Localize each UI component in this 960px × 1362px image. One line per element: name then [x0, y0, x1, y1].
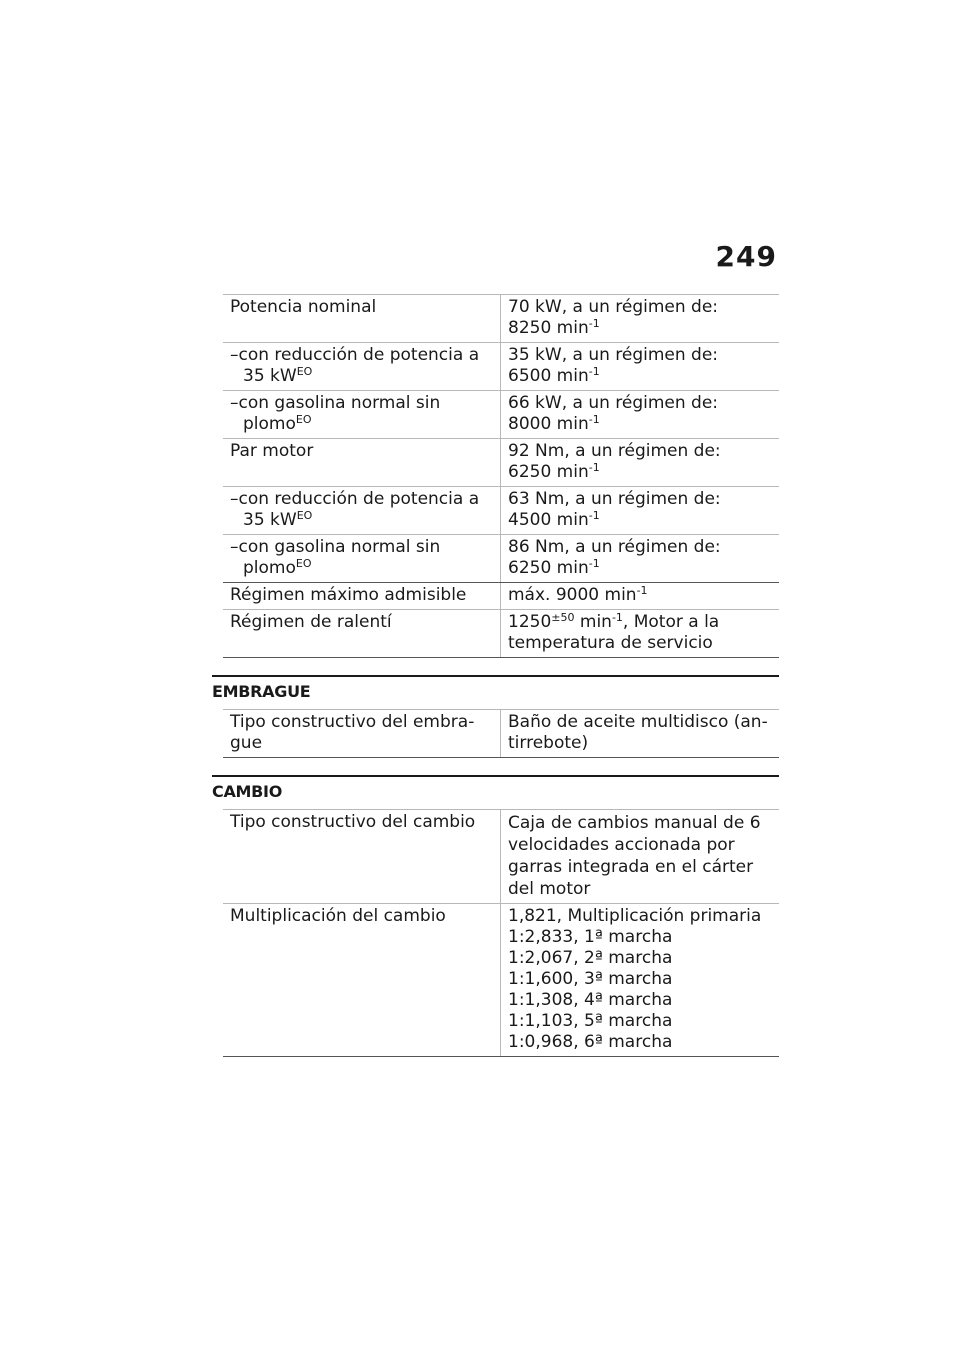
gear-ratio-line: 1:1,103, 5ª marcha	[508, 1011, 673, 1031]
engine-row-value: 86 Nm, a un régimen de: 6250 $\min^{-1}$	[501, 535, 780, 583]
gearbox-ratio-values	[501, 904, 780, 1057]
gearbox-section-title: CAMBIO	[212, 775, 779, 802]
gearbox-spec-table	[223, 809, 779, 1057]
table-row	[223, 295, 779, 343]
engine-row-label: –con gasolina normal sin plomo$^{EO}$	[223, 391, 501, 439]
table-row	[223, 810, 779, 904]
engine-row-label: Par motor	[223, 439, 501, 487]
clutch-type-label: Tipo constructivo del embrague	[223, 710, 501, 758]
table-row	[223, 583, 779, 610]
engine-spec-table	[223, 294, 779, 658]
engine-spec-body	[223, 295, 779, 583]
engine-row-value: 63 Nm, a un régimen de: 4500 $\min^{-1}$	[501, 487, 780, 535]
page-number: 249	[715, 240, 777, 273]
spec-content	[212, 294, 779, 1057]
engine-row-value: 70 kW, a un régimen de: 8250 $\min^{-1}$	[501, 295, 780, 343]
idle-speed-label: Régimen de ralentí	[223, 610, 501, 658]
gear-ratio-line: 1:0,968, 6ª marcha	[508, 1032, 673, 1052]
engine-row-value: 92 Nm, a un régimen de: 6250 $\min^{-1}$	[501, 439, 780, 487]
engine-row-label: Potencia nominal	[223, 295, 501, 343]
table-row	[223, 710, 779, 758]
gearbox-type-label: Tipo constructivo del cambio	[223, 810, 501, 904]
engine-row-label: –con reducción de potencia a 35 $kW^{EO}$	[223, 487, 501, 535]
max-speed-label: Régimen máximo admisible	[223, 583, 501, 610]
gearbox-ratio-label: Multiplicación del cambio	[223, 904, 501, 1057]
gear-ratio-line: 1:1,600, 3ª marcha	[508, 969, 673, 989]
clutch-type-value: Baño de aceite multidisco (antirrebote)	[501, 710, 780, 758]
max-speed-value: máx. 9000 $\min^{-1}$	[501, 583, 780, 610]
table-row	[223, 535, 779, 583]
gear-ratio-line: 1:2,067, 2ª marcha	[508, 948, 673, 968]
table-row	[223, 904, 779, 1057]
table-row	[223, 487, 779, 535]
engine-row-label: –con gasolina normal sin plomo$^{EO}$	[223, 535, 501, 583]
clutch-section-title: EMBRAGUE	[212, 675, 779, 702]
engine-row-value: 66 kW, a un régimen de: 8000 $\min^{-1}$	[501, 391, 780, 439]
idle-speed-value: $1250^{\pm 50}$ $\min^{-1}$, Motor a la temperatura de servicio	[501, 610, 780, 658]
table-row	[223, 391, 779, 439]
gear-ratio-line: 1:2,833, 1ª marcha	[508, 927, 673, 947]
gear-ratio-line: 1:1,308, 4ª marcha	[508, 990, 673, 1010]
table-row	[223, 439, 779, 487]
table-row	[223, 343, 779, 391]
engine-row-value: 35 kW, a un régimen de: 6500 $\min^{-1}$	[501, 343, 780, 391]
gear-ratio-line: 1,821, Multiplicación primaria	[508, 906, 762, 926]
gearbox-type-value: Caja de cambios manual de 6 velocidades accionada por garras integrada en el cárter del motor	[501, 810, 780, 904]
clutch-spec-table	[223, 709, 779, 758]
engine-row-label: –con reducción de potencia a 35 $kW^{EO}$	[223, 343, 501, 391]
table-row	[223, 610, 779, 658]
